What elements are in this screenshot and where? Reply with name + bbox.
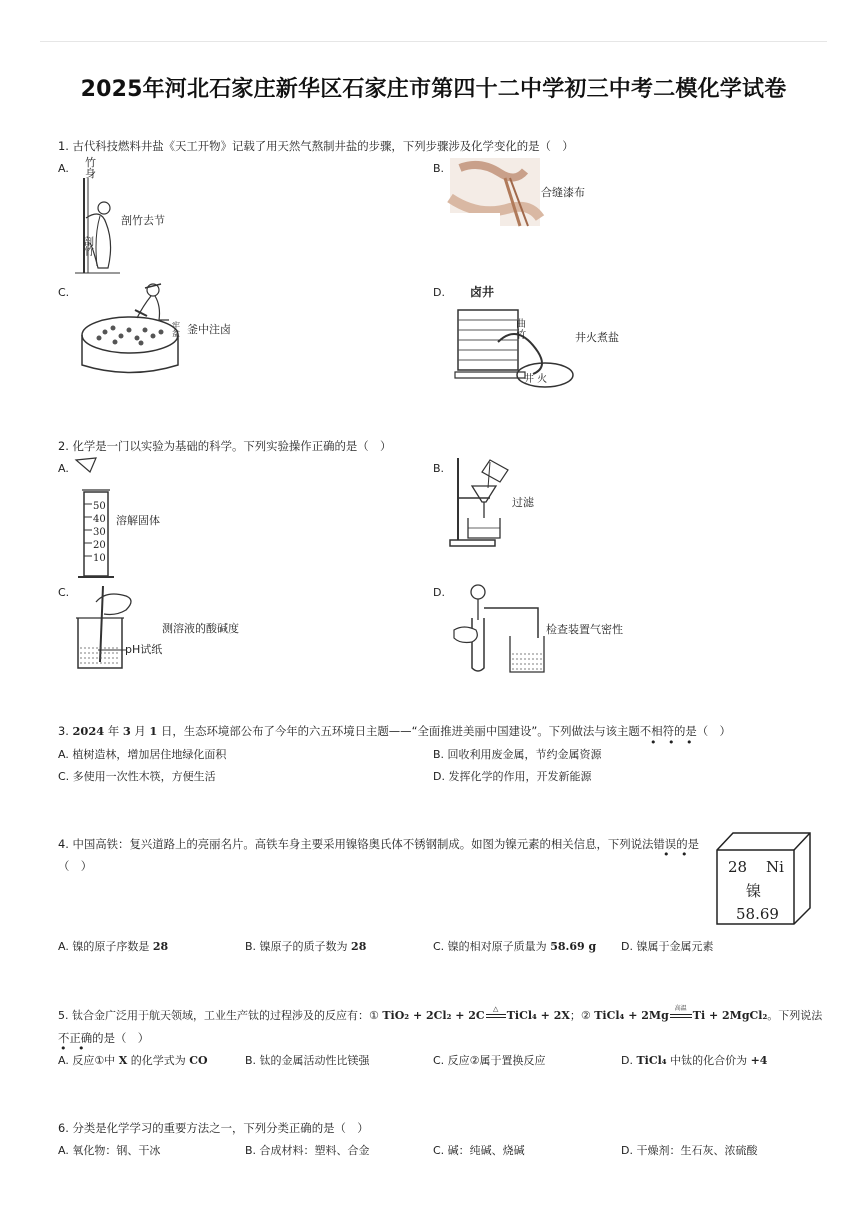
q2-option-d-caption: 检查装置气密性 (546, 623, 623, 636)
q1-option-b-image (450, 158, 540, 226)
q6-stem: 6. 分类是化学学习的重要方法之一，下列分类正确的是（ ） (58, 1121, 369, 1135)
q1-option-b-caption: 合缝漆布 (541, 186, 585, 199)
q2-option-d-letter: D. (433, 586, 445, 599)
q6-option-d: D. 干燥剂：生石灰、浓硫酸 (621, 1144, 758, 1157)
q1-option-a-art-label: 竹 身 (85, 156, 96, 180)
q2-option-d-image (450, 580, 550, 676)
q3-option-a: A. 植树造林，增加居住地绿化面积 (58, 748, 227, 761)
q1-option-c-letter: C. (58, 286, 70, 299)
q5-option-c: C. 反应②属于置换反应 (433, 1054, 546, 1067)
q4-emphasis-dots: • • (663, 848, 692, 861)
q4-option-a: A. 镍的原子序数是 28 (58, 940, 169, 953)
q5-option-d: D. TiCl₄ 中钛的化合价为 +4 (621, 1054, 768, 1067)
q2-option-c-caption: 测溶液的酸碱度 (162, 622, 239, 635)
element-atomic-mass: 58.69 (736, 905, 779, 923)
q1-stem: 1. 古代科技燃料井盐《天工开物》记载了用天然气熬制井盐的步骤，下列步骤涉及化学变化的是（ ） (58, 139, 574, 153)
q1-option-c-caption: 釜中注卤 (187, 323, 231, 336)
q2-option-c-caption-ph-paper: pH试纸 (125, 643, 163, 656)
q3-stem: 3. 2024 年 3 月 1 日，生态环境部公布了今年的六五环境日主题——“全面推进美丽中国建设”。下列做法与该主题不相符的是（ ） (58, 724, 731, 738)
q3-emphasis-dots: • • • (650, 736, 697, 749)
element-atomic-number: 28 (728, 858, 748, 876)
top-divider (40, 41, 827, 42)
q1-option-a-image (70, 158, 125, 278)
q4-option-b: B. 镍原子的质子数为 28 (245, 940, 367, 953)
q3-option-d: D. 发挥化学的作用，开发新能源 (433, 770, 592, 783)
q1-option-d-art-label-well: 卤井 (470, 285, 495, 299)
q2-option-a-letter: A. (58, 462, 69, 475)
q5-stem: 5. 钛合金广泛用于航天领域，工业生产钛的过程涉及的反应有：① TiO₂ + 2Cl₂ + 2C △ TiCl₄ + 2X；② TiCl₄ + 2Mg 高温 Ti + 2MgCl₂。下列说法 (58, 1005, 823, 1022)
q6-option-a: A. 氧化物：钢、干冰 (58, 1144, 161, 1157)
q5-stem-cont: 不正确的是（ ） (58, 1031, 150, 1045)
q2-option-c-image (76, 582, 136, 674)
q2-option-b-caption: 过滤 (512, 496, 534, 509)
q4-stem-paren: （ ） (58, 859, 93, 873)
q1-option-d-art-label-fire: 井 火 (524, 374, 548, 385)
q1-option-b-letter: B. (433, 162, 445, 175)
q1-option-a-caption: 剖竹去节 (121, 214, 165, 227)
q6-option-b: B. 合成材料：塑料、合金 (245, 1144, 370, 1157)
q5-option-a: A. 反应①中 X 的化学式为 CO (58, 1054, 208, 1067)
q1-option-c-art-label: 牢 盆 (172, 321, 180, 338)
q2-option-b-image (450, 456, 515, 548)
q6-option-c: C. 碱：纯碱、烧碱 (433, 1144, 525, 1157)
page-title: 2025年河北石家庄新华区石家庄市第四十二中学初三中考二模化学试卷 (80, 77, 787, 102)
element-symbol: Ni (766, 858, 784, 876)
q1-option-d-art-label-pipe: 曲 竹 (516, 319, 526, 341)
q1-option-a-art-label-2: 剖 竹 (84, 237, 94, 258)
q4-option-c: C. 镍的相对原子质量为 58.69 g (433, 940, 597, 953)
q5-option-b: B. 钛的金属活动性比镁强 (245, 1054, 370, 1067)
q2-option-a-scale: 50 40 30 20 10 (93, 501, 106, 564)
q1-option-a-letter: A. (58, 162, 69, 175)
q4-stem: 4. 中国高铁：复兴道路上的亮丽名片。高铁车身主要采用镍铬奥氏体不锈钢制成。如图为镍元素的相关信息，下列说法错误的是 (58, 837, 699, 851)
q3-option-c: C. 多使用一次性木筷，方便生活 (58, 770, 216, 783)
q3-option-b: B. 回收利用废金属，节约金属资源 (433, 748, 602, 761)
q2-option-a-caption: 溶解固体 (116, 514, 160, 527)
q2-option-c-letter: C. (58, 586, 70, 599)
element-name: 镍 (746, 882, 762, 900)
q1-option-d-caption: 井火煮盐 (575, 331, 619, 344)
q5-emphasis-dots: • • (60, 1042, 89, 1055)
q1-option-d-letter: D. (433, 286, 445, 299)
q4-option-d: D. 镍属于金属元素 (621, 940, 714, 953)
q2-stem: 2. 化学是一门以实验为基础的科学。下列实验操作正确的是（ ） (58, 439, 392, 453)
q2-option-b-letter: B. (433, 462, 445, 475)
